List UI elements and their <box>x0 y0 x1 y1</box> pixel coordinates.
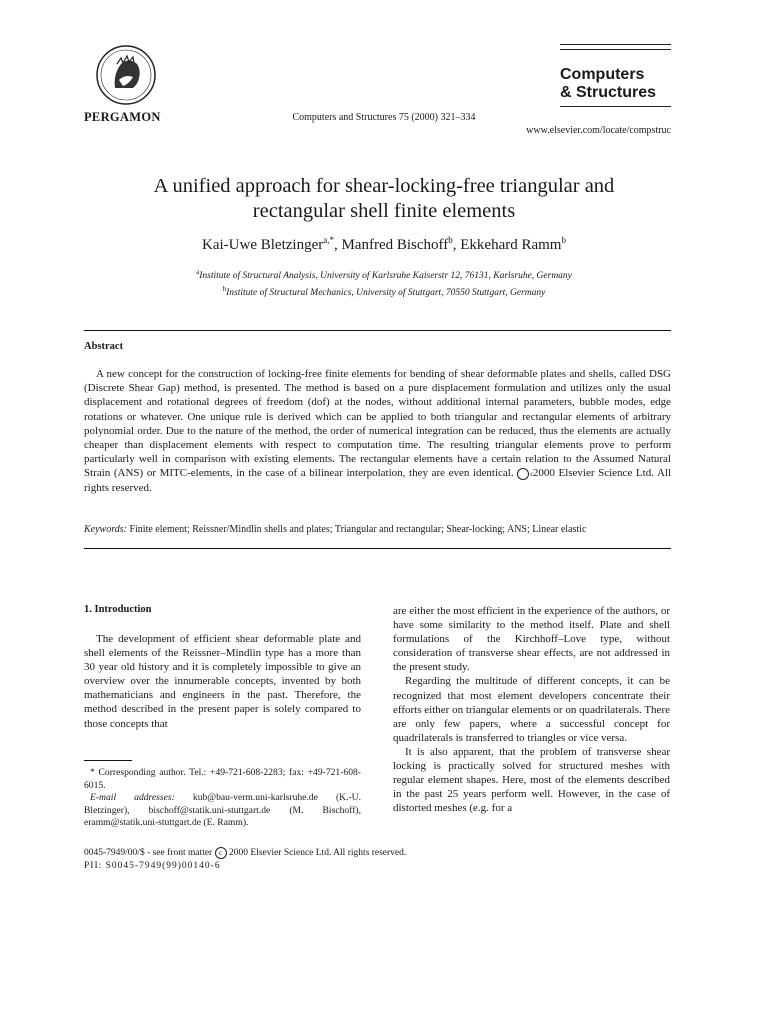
footer-copyright: 2000 Elsevier Science Ltd. All rights reserved. <box>228 848 407 859</box>
paragraph: Regarding the multitude of different concepts, it can be recognized that most element developers concentrate their efforts either on triangular elements or on quadrilaterals. There are only few papers, where a successful concept for quadrilaterals is transferred to triangles or vice versa. <box>393 675 670 744</box>
paper-title-line2: rectangular shell finite elements <box>252 200 516 222</box>
page-footer <box>84 847 406 873</box>
body-column-right <box>393 604 670 815</box>
author-separator: , <box>333 237 342 253</box>
body-column-left <box>84 632 361 731</box>
abstract-text <box>84 367 671 495</box>
paragraph: The development of efficient shear deformable plate and shell elements of the Reissner–Mindlin type has a more than 30 year old history and it is completely impossible to give an overview over the innumerable concepts, invented by both mathematicians and engineers in the past. Therefore, the method described in the present paper is solely compared to those concepts that <box>84 633 361 730</box>
affiliation-text: Institute of Structural Mechanics, University of Stuttgart, 70550 Stuttgart, Germany <box>226 288 546 299</box>
footnote-rule <box>84 760 132 761</box>
author-superscript: b <box>448 235 453 245</box>
footnotes <box>84 767 361 830</box>
affiliation-marker: a <box>196 268 200 276</box>
footer-pii: PII: S0045-7949(99)00140-6 <box>84 861 221 872</box>
abstract-body: A new concept for the construction of locking-free finite elements for bending of shear deformable plates and shells, called DSG (Discrete Shear Gap) method, is presented. The method is based on a pure displacement formulation and utilizes only the usual displacement and rotational degrees of freedom (dof) at the nodes, without additional internal parameters, bubble modes, edge rotations or whatever. One unique rule is derived which can be applied to both triangular and rectangular elements of arbitrary polynomial order. Due to the nature of the method, the order of numerical integration can be reduced, thus the elements are actually cheaper than displacement elements with respect to computation time. The resulting triangular elements prove to perform particularly well in comparison with existing elements. The rectangular elements have a certain relation to the Assumed Natural Strain (ANS) or MITC-elements, in the case of a bilinear interpolation, they are even identical. <box>84 368 671 480</box>
author-name: Manfred Bischoff <box>341 237 449 253</box>
footnote-emails <box>84 792 361 830</box>
footer-line1 <box>84 847 406 860</box>
paper-title-line1: A unified approach for shear-locking-free triangular and <box>153 175 615 197</box>
footnote-corresponding: * Corresponding author. Tel.: +49-721-608-2283; fax: +49-721-608-6015. <box>84 767 361 791</box>
paragraph: It is also apparent, that the problem of transverse shear locking is practically solved for structured meshes with regular element shapes. Here, most of the elements described in the past 25 years perform well. However, in the case of distorted meshes (e.g. for a <box>393 745 670 815</box>
email-text[interactable]: kub@bau-verm.uni-karlsruhe.de (K.-U. Bletzinger), bischoff@statik.uni-stuttgart.de (M. Bischoff), eramm@statik.uni-stuttgart.de (E. Ramm). <box>84 792 361 829</box>
copyright-icon: c <box>517 468 529 480</box>
author-separator: , <box>452 237 461 253</box>
author-name: Kai-Uwe Bletzinger <box>202 237 324 253</box>
author-list <box>0 235 768 254</box>
paper-title <box>0 174 768 224</box>
journal-rule-bottom <box>560 106 671 107</box>
author-superscript: b <box>561 235 566 245</box>
email-label: E-mail addresses: <box>90 792 175 804</box>
affiliation-b <box>0 283 768 300</box>
section-heading: 1. Introduction <box>84 604 152 615</box>
publisher-name: PERGAMON <box>84 110 161 124</box>
journal-rule-top <box>560 44 671 45</box>
keywords <box>84 524 671 535</box>
journal-title-line1: Computers <box>560 66 645 83</box>
author-superscript: a,* <box>323 235 334 245</box>
affiliation-text: Institute of Structural Analysis, University of Karlsruhe Kaiserstr 12, 76131, Karlsruhe, Germany <box>199 271 572 282</box>
affiliations <box>0 266 768 300</box>
abstract-top-rule <box>84 330 671 331</box>
footer-issn: 0045-7949/00/$ - see front matter <box>84 848 213 859</box>
abstract-heading: Abstract <box>84 341 124 352</box>
journal-title <box>560 66 672 102</box>
abstract-bottom-rule <box>84 548 671 549</box>
copyright-icon: c <box>215 847 227 859</box>
journal-citation: Computers and Structures 75 (2000) 321–334 <box>292 112 476 123</box>
keywords-text: Finite element; Reissner/Mindlin shells and plates; Triangular and rectangular; Shear-locking; ANS; Linear elastic <box>129 524 587 535</box>
keywords-label: Keywords: <box>84 524 127 535</box>
publisher-logo-icon <box>95 44 157 106</box>
abstract-copyright: 2000 Elsevier Science Ltd. All rights reserved. <box>84 467 672 494</box>
paragraph: are either the most efficient in the experience of the authors, or have some similarity to the method itself. Plate and shell formulations of the Kirchhoff–Love type, without consideration of transverse shear effects, are not addressed in the present study. <box>393 605 670 674</box>
journal-url[interactable]: www.elsevier.com/locate/compstruc <box>526 125 671 136</box>
author-name: Ekkehard Ramm <box>460 237 562 253</box>
affiliation-marker: b <box>222 285 227 294</box>
journal-rule-second <box>560 49 671 50</box>
journal-title-line2: & Structures <box>560 84 657 101</box>
affiliation-a <box>0 266 768 283</box>
